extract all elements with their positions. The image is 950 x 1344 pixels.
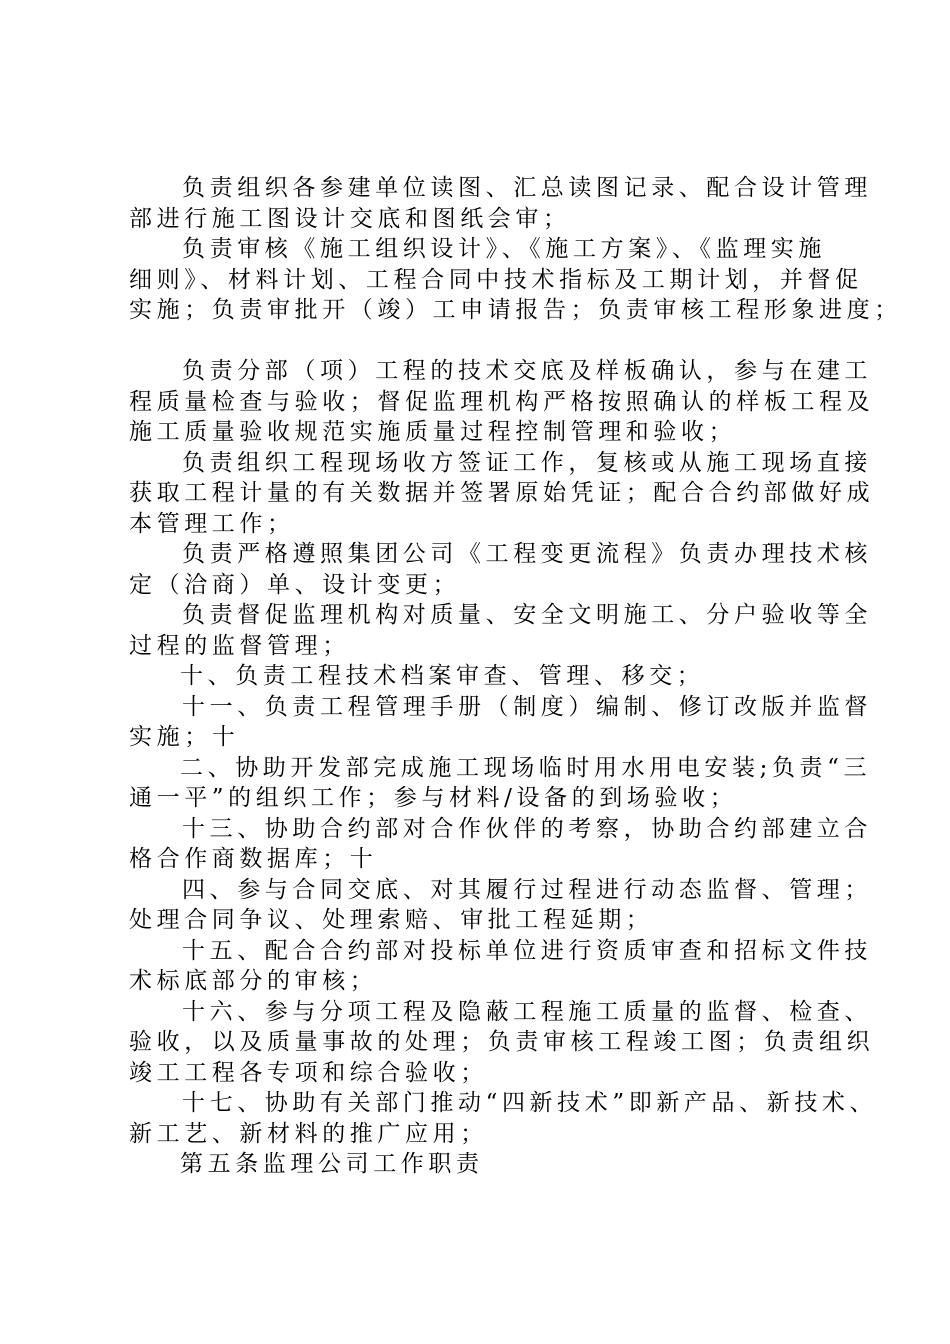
paragraph-line: 负责组织各参建单位读图、汇总读图记录、配合设计管理 bbox=[182, 175, 872, 201]
paragraph-line: 十三、协助合约部对合作伙伴的考察，协助合约部建立合 bbox=[182, 815, 872, 842]
paragraph-line: 十七、协助有关部门推动“四新技术”即新产品、新技术、 bbox=[182, 1090, 878, 1116]
paragraph-line: 二、协助开发部完成施工现场临时用水用电安装;负责“三 bbox=[180, 754, 872, 781]
paragraph-line: 竣工工程各专项和综合验收； bbox=[129, 1059, 488, 1086]
paragraph-line: 部进行施工图设计交底和图纸会审； bbox=[129, 205, 571, 232]
paragraph-line: 通一平”的组织工作；参与材料/设备的到场验收； bbox=[129, 785, 738, 811]
paragraph-line: 施工质量验收规范实施质量过程控制管理和验收； bbox=[129, 419, 737, 445]
blank-line bbox=[129, 326, 854, 357]
paragraph-line: 本管理工作； bbox=[129, 510, 295, 537]
paragraph-line: 验收，以及质量事故的处理；负责审核工程竣工图；负责组织 bbox=[129, 1029, 875, 1055]
paragraph-line: 负责分部（项）工程的技术交底及样板确认，参与在建工 bbox=[182, 358, 872, 384]
paragraph-line: 负责组织工程现场收方签证工作，复核或从施工现场直接 bbox=[182, 449, 872, 476]
document-body bbox=[129, 173, 902, 1180]
paragraph-line: 新工艺、新材料的推广应用； bbox=[129, 1120, 488, 1147]
paragraph-line: 十一、负责工程管理手册（制度）编制、修订改版并监督 bbox=[182, 693, 872, 720]
paragraph-line: 十五、配合合约部对投标单位进行资质审查和招标文件技 bbox=[182, 937, 872, 964]
paragraph-line: 负责审核《施工组织设计》、《施工方案》、《监理实施 bbox=[182, 236, 826, 262]
paragraph-line: 定（洽商）单、设计变更； bbox=[129, 571, 461, 598]
paragraph-line: 负责督促监理机构对质量、安全文明施工、分户验收等全 bbox=[182, 602, 872, 628]
paragraph-line: 处理合同争议、处理索赔、审批工程延期； bbox=[129, 907, 654, 933]
paragraph-line: 术标底部分的审核； bbox=[129, 968, 378, 994]
paragraph-line: 十六、参与分项工程及隐蔽工程施工质量的监督、检查、 bbox=[182, 998, 872, 1025]
paragraph-line: 实施；负责审批开（竣）工申请报告；负责审核工程形象进度； bbox=[129, 297, 902, 323]
paragraph-line: 程质量检查与验收；督促监理机构严格按照确认的样板工程及 bbox=[129, 388, 875, 415]
paragraph-line: 获取工程计量的有关数据并签署原始凭证；配合合约部做好成 bbox=[129, 480, 875, 506]
paragraph-line: 四、参与合同交底、对其履行过程进行动态监督、管理； bbox=[182, 876, 872, 903]
paragraph-line: 负责严格遵照集团公司《工程变更流程》负责办理技术核 bbox=[182, 541, 872, 567]
paragraph-line: 十、负责工程技术档案审查、管理、移交； bbox=[180, 663, 705, 689]
section-heading: 第五条监理公司工作职责 bbox=[180, 1151, 484, 1177]
paragraph-line: 格合作商数据库；十 bbox=[129, 846, 378, 872]
paragraph-line: 过程的监督管理； bbox=[129, 632, 350, 659]
paragraph-line: 实施；十 bbox=[129, 724, 240, 750]
paragraph-line: 细则》、材料计划、工程合同中技术指标及工期计划，并督促 bbox=[129, 266, 863, 293]
